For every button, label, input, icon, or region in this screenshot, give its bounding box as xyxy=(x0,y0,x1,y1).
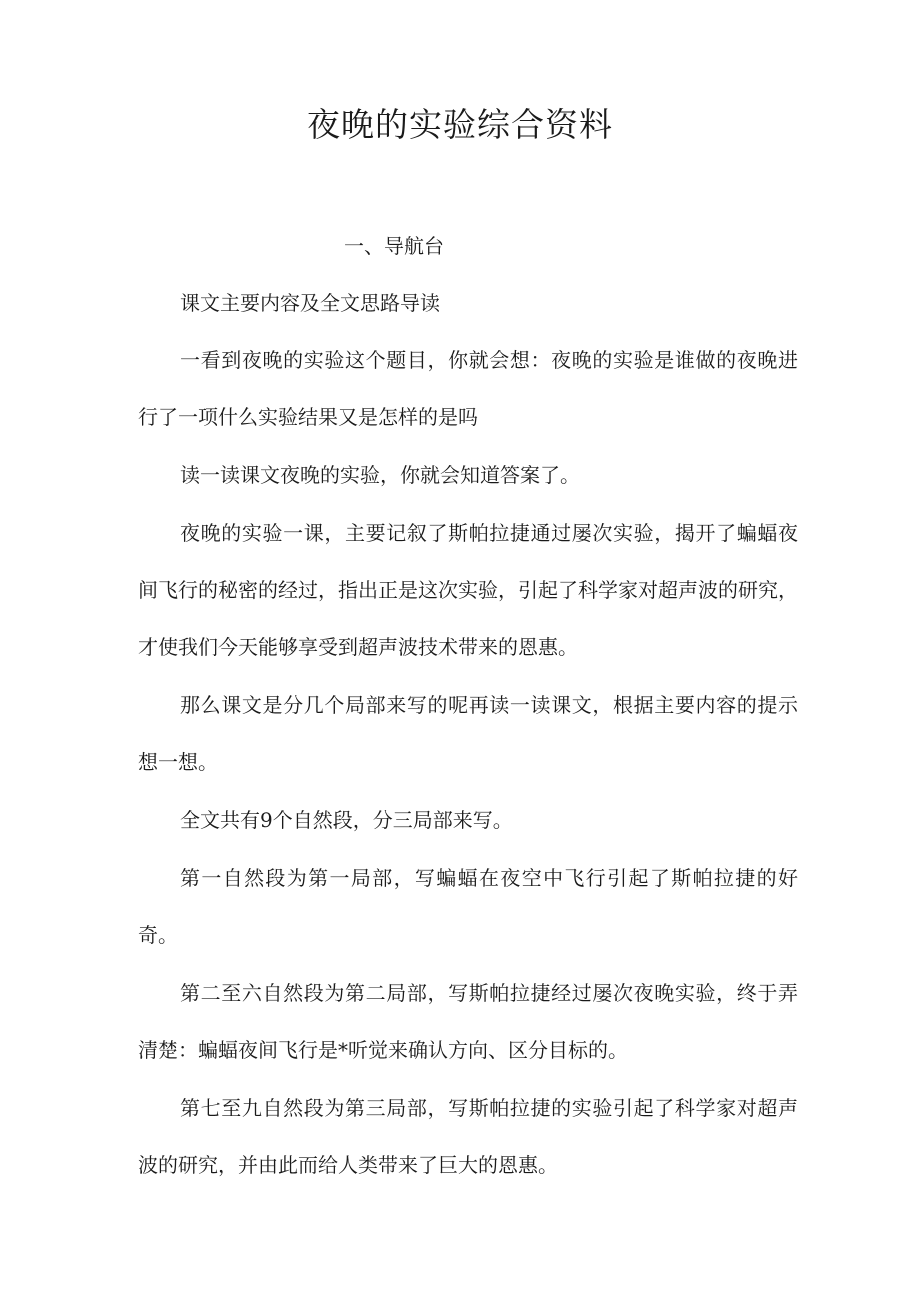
paragraph: 第二至六自然段为第二局部，写斯帕拉捷经过屡次夜晚实验，终于弄清楚：蝙蝠夜间飞行是*听觉来确认方向、区分目标的。 xyxy=(138,981,798,1062)
paragraph: 第一自然段为第一局部，写蝙蝠在夜空中飞行引起了斯帕拉捷的好奇。 xyxy=(138,866,798,947)
paragraph: 那么课文是分几个局部来写的呢再读一读课文，根据主要内容的提示想一想。 xyxy=(138,693,798,774)
document-body xyxy=(138,231,798,1208)
section-heading: 一、导航台 xyxy=(344,234,444,258)
paragraph: 夜晚的实验一课，主要记叙了斯帕拉捷通过屡次实验，揭开了蝙蝠夜间飞行的秘密的经过，指出正是这次实验，引起了科学家对超声波的研究，才使我们今天能够享受到超声波技术带来的恩惠。 xyxy=(138,521,798,659)
paragraph: 全文共有9个自然段，分三局部来写。 xyxy=(180,808,513,832)
sub-heading: 课文主要内容及全文思路导读 xyxy=(180,291,440,315)
document-title: 夜晚的实验综合资料 xyxy=(307,105,613,144)
paragraph: 一看到夜晚的实验这个题目，你就会想：夜晚的实验是谁做的夜晚进行了一项什么实验结果又是怎样的是吗 xyxy=(138,348,798,429)
paragraph: 第七至九自然段为第三局部，写斯帕拉捷的实验引起了科学家对超声波的研究，并由此而给人类带来了巨大的恩惠。 xyxy=(138,1096,798,1177)
paragraph: 读一读课文夜晚的实验，你就会知道答案了。 xyxy=(180,463,580,487)
